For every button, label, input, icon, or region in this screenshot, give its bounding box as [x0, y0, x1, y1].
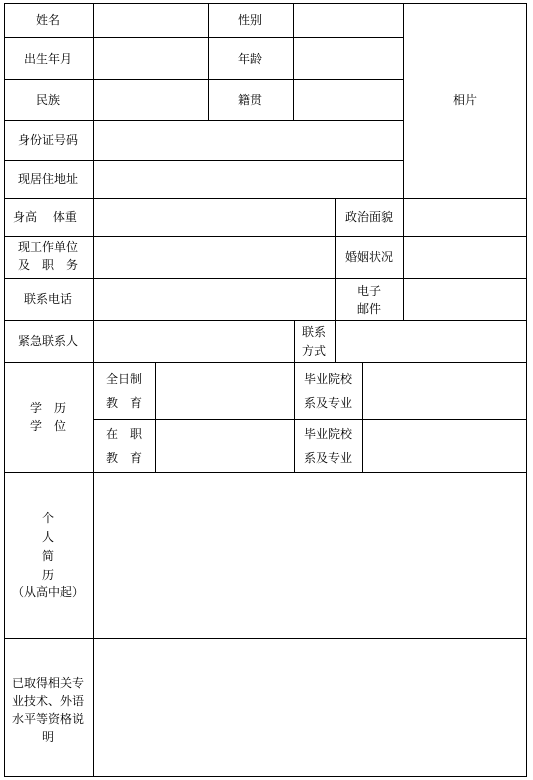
gender-field[interactable] [294, 4, 402, 37]
label-school-line2: 系及专业 [303, 396, 353, 410]
qualifications-field[interactable] [94, 639, 526, 776]
label-email-line2: 邮件 [356, 302, 382, 316]
label-resume-note: （从高中起） [11, 585, 85, 599]
emergency-contact-field[interactable] [94, 321, 293, 362]
age-field[interactable] [294, 38, 402, 79]
label-emergency-contact: 紧急联系人 [17, 334, 79, 348]
label-age: 年龄 [237, 52, 263, 66]
work-unit-field[interactable] [94, 237, 334, 278]
label-resume-char1: 个 [41, 511, 55, 525]
native-place-field[interactable] [294, 80, 402, 120]
height-weight-field[interactable] [94, 199, 334, 236]
marital-status-field[interactable] [404, 237, 526, 278]
birth-field[interactable] [94, 38, 207, 79]
label-parttime-line2: 教 育 [105, 451, 143, 465]
email-field[interactable] [404, 279, 526, 320]
column-line [208, 3, 209, 120]
phone-field[interactable] [94, 279, 334, 320]
label-work-unit-line1: 现工作单位 [17, 240, 79, 254]
label-address: 现居住地址 [17, 172, 79, 186]
label-parttime-line1: 在 职 [105, 427, 143, 441]
parttime-school-field[interactable] [363, 420, 526, 472]
label-education-line2: 学 位 [29, 419, 67, 433]
label-ethnicity: 民族 [35, 93, 61, 107]
name-field[interactable] [94, 4, 207, 37]
label-marital-status: 婚姻状况 [344, 250, 394, 264]
fulltime-education-field[interactable] [156, 363, 293, 419]
label-resume-char4: 历 [41, 568, 55, 582]
label-height-weight: 身高 体重 [13, 210, 77, 224]
label-fulltime-line2: 教 育 [105, 396, 143, 410]
application-form [4, 3, 527, 777]
id-number-field[interactable] [94, 121, 402, 160]
label-email-line1: 电子 [356, 284, 382, 298]
label-work-unit-line2: 及 职 务 [17, 258, 79, 272]
label-photo: 相片 [452, 93, 478, 107]
label-contact-method-line1: 联系 [301, 325, 327, 339]
label-birth: 出生年月 [23, 52, 73, 66]
label-id-number: 身份证号码 [17, 133, 79, 147]
label-fulltime-line1: 全日制 [105, 372, 143, 386]
label-qualifications-line3: 水平等资格说 [11, 712, 85, 726]
label-school2-line1: 毕业院校 [303, 427, 353, 441]
label-school-line1: 毕业院校 [303, 372, 353, 386]
label-contact-method-line2: 方式 [301, 344, 327, 358]
label-phone: 联系电话 [23, 292, 73, 306]
label-resume-char2: 人 [41, 530, 55, 544]
label-name: 姓名 [35, 13, 61, 27]
resume-field[interactable] [94, 473, 526, 638]
ethnicity-field[interactable] [94, 80, 207, 120]
political-status-field[interactable] [404, 199, 526, 236]
parttime-education-field[interactable] [156, 420, 293, 472]
label-resume-char3: 简 [41, 549, 55, 563]
label-qualifications-line2: 业技术、外语 [11, 694, 85, 708]
label-education-line1: 学 历 [29, 401, 67, 415]
label-gender: 性别 [237, 13, 263, 27]
label-native-place: 籍贯 [237, 93, 263, 107]
label-school2-line2: 系及专业 [303, 451, 353, 465]
address-field[interactable] [94, 161, 402, 198]
label-qualifications-line4: 明 [41, 730, 55, 744]
column-line [294, 320, 295, 472]
fulltime-school-field[interactable] [363, 363, 526, 419]
contact-method-field[interactable] [336, 321, 526, 362]
label-political-status: 政治面貌 [344, 210, 394, 224]
label-qualifications-line1: 已取得相关专 [11, 676, 85, 690]
